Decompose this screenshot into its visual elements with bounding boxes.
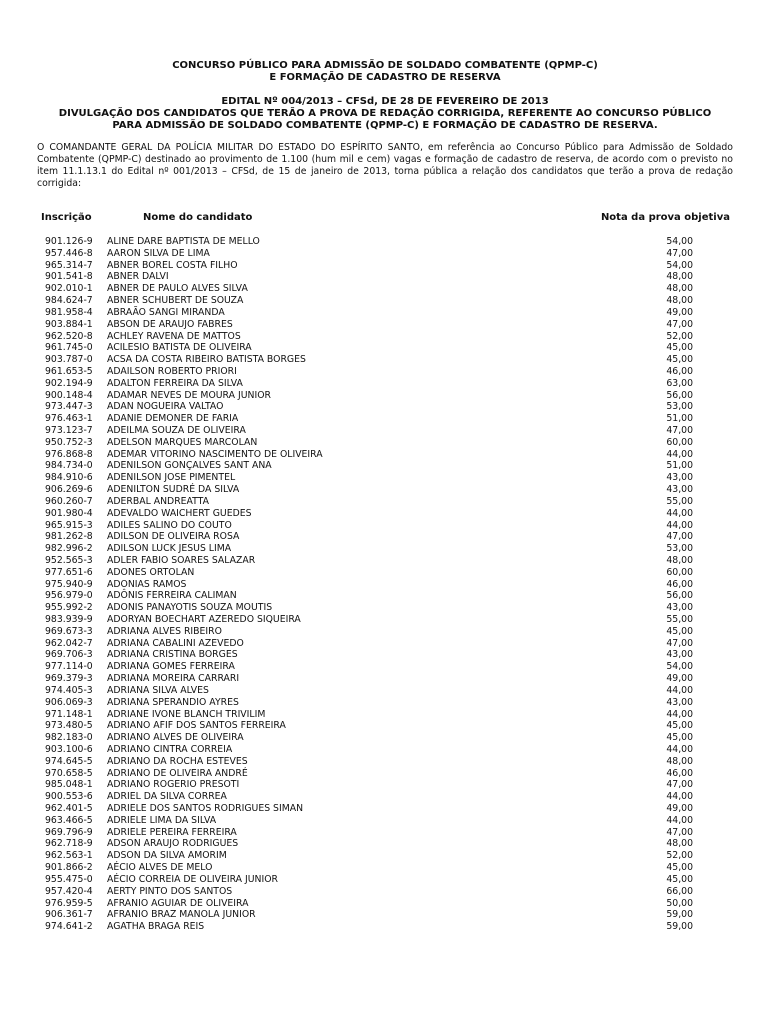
table-row [0, 756, 770, 768]
objective-score: 45,00 [666, 625, 693, 637]
registration-number: 903.100-6 [45, 743, 93, 755]
candidate-name: ADENILTON SUDRÉ DA SILVA [107, 484, 240, 496]
table-row [0, 236, 770, 248]
registration-number: 965.915-3 [45, 519, 93, 531]
registration-number: 969.796-9 [45, 826, 93, 838]
candidate-name: ADRIANA GOMES FERREIRA [107, 661, 235, 673]
candidate-name: AFRANIO AGUIAR DE OLIVEIRA [107, 897, 249, 909]
candidate-name: ADELSON MARQUES MARCOLAN [107, 436, 258, 448]
candidate-name: ADORYAN BOECHART AZEREDO SIQUEIRA [107, 614, 301, 625]
objective-score: 59,00 [666, 921, 693, 933]
table-row [0, 531, 770, 543]
candidate-name: ADRIANA CABALINI AZEVEDO [107, 637, 244, 649]
table-row [0, 874, 770, 886]
registration-number: 901.866-2 [45, 862, 93, 874]
registration-number: 976.868-8 [45, 448, 93, 460]
registration-number: 969.706-3 [45, 649, 93, 661]
document-title [30, 60, 740, 84]
candidate-name: ADSON DA SILVA AMORIM [107, 850, 227, 862]
table-row [0, 850, 770, 862]
table-row [0, 815, 770, 827]
candidate-name: ADALTON FERREIRA DA SILVA [107, 377, 243, 389]
table-row [0, 720, 770, 732]
registration-number: 906.269-6 [45, 484, 93, 496]
registration-number: 970.658-5 [45, 767, 93, 779]
objective-score: 54,00 [666, 259, 693, 271]
objective-score: 56,00 [666, 590, 693, 602]
candidate-name: ADRIANO CINTRA CORREIA [107, 743, 233, 755]
objective-score: 47,00 [666, 425, 693, 436]
table-row [0, 331, 770, 343]
objective-score: 56,00 [666, 389, 693, 401]
registration-number: 901.126-9 [45, 236, 93, 247]
registration-number: 965.314-7 [45, 259, 93, 271]
candidate-name: ADSON ARAUJO RODRIGUES [107, 838, 239, 850]
table-row [0, 260, 770, 272]
objective-score: 44,00 [666, 791, 693, 803]
objective-score: 49,00 [666, 306, 693, 318]
registration-number: 902.010-1 [45, 283, 93, 295]
candidate-name: ADRIEL DA SILVA CORREA [107, 791, 227, 803]
table-row [0, 791, 770, 803]
table-row [0, 271, 770, 283]
table-row [0, 484, 770, 496]
registration-number: 960.260-7 [45, 495, 93, 507]
table-row [0, 838, 770, 850]
objective-score: 48,00 [666, 283, 693, 295]
objective-score: 47,00 [666, 531, 693, 543]
candidate-name: AÉCIO CORREIA DE OLIVEIRA JUNIOR [107, 873, 279, 885]
objective-score: 50,00 [666, 897, 693, 909]
objective-score: 55,00 [666, 495, 693, 507]
registration-number: 961.745-0 [45, 342, 93, 354]
objective-score: 48,00 [666, 755, 693, 767]
table-row [0, 602, 770, 614]
objective-score: 48,00 [666, 295, 693, 307]
objective-score: 44,00 [666, 507, 693, 519]
registration-number: 971.148-1 [45, 708, 93, 720]
objective-score: 46,00 [666, 365, 693, 377]
candidate-name: AARON SILVA DE LIMA [107, 247, 210, 259]
table-row [0, 496, 770, 508]
candidate-name: ADRIANA ALVES RIBEIRO [107, 625, 222, 637]
table-row [0, 744, 770, 756]
registration-number: 906.069-3 [45, 696, 93, 708]
table-row [0, 460, 770, 472]
table-row [0, 638, 770, 650]
registration-number: 984.734-0 [45, 460, 93, 472]
registration-number: 901.980-4 [45, 507, 93, 519]
candidate-name: AÉCIO ALVES DE MELO [107, 862, 213, 874]
objective-score: 43,00 [666, 484, 693, 496]
candidate-name: ACILESIO BATISTA DE OLIVEIRA [107, 342, 252, 354]
objective-score: 45,00 [666, 732, 693, 744]
candidate-name: AGATHA BRAGA REIS [107, 921, 205, 933]
candidate-name: ABSON DE ARAUJO FABRES [107, 318, 233, 330]
objective-score: 43,00 [666, 649, 693, 661]
objective-score: 45,00 [666, 354, 693, 366]
candidate-name: ADILSON DE OLIVEIRA ROSA [107, 531, 240, 543]
registration-number: 962.401-5 [45, 803, 93, 814]
registration-number: 955.992-2 [45, 602, 93, 614]
table-row [0, 543, 770, 555]
candidate-name: ABNER DE PAULO ALVES SILVA [107, 283, 248, 295]
objective-score: 44,00 [666, 814, 693, 826]
registration-number: 973.447-3 [45, 401, 93, 413]
candidate-name: ADRIANA SPERANDIO AYRES [107, 696, 239, 708]
candidate-name: ADONIAS RAMOS [107, 578, 187, 590]
candidate-name: ADRIANO ROGERIO PRESOTI [107, 779, 240, 791]
registration-number: 973.480-5 [45, 720, 93, 732]
registration-number: 984.910-6 [45, 472, 93, 484]
objective-score: 52,00 [666, 330, 693, 342]
table-row [0, 673, 770, 685]
objective-score: 66,00 [666, 885, 693, 897]
candidate-name: ADRIANO DE OLIVEIRA ANDRÉ [107, 767, 248, 779]
registration-number: 974.405-3 [45, 684, 93, 696]
table-row [0, 283, 770, 295]
registration-number: 950.752-3 [45, 436, 93, 448]
table-row [0, 449, 770, 461]
candidate-name: ABNER SCHUBERT DE SOUZA [107, 295, 244, 307]
candidate-name: ACSA DA COSTA RIBEIRO BATISTA BORGES [107, 354, 306, 366]
registration-number: 900.553-6 [45, 791, 93, 803]
objective-score: 55,00 [666, 614, 693, 625]
intro-text: O COMANDANTE GERAL DA POLÍCIA MILITAR DO ESTADO DO ESPÍRITO SANTO, em referência ao Concurso Público para Admissão de Soldado Combatente (QPMP-C) destinado ao provimento de 1.100 (hum mil e cem) vagas e formação de cadastro de reserva, de acordo com o previsto no item 11.1.13.1 do Edital nº 001/2013 – CFSd, de 15 de janeiro de 2013, torna pública a relação dos candidatos que terão a prova de redação corrigida: [37, 142, 733, 189]
objective-score: 47,00 [666, 779, 693, 791]
candidate-name: ADEVALDO WAICHERT GUEDES [107, 507, 252, 519]
objective-score: 53,00 [666, 543, 693, 555]
table-row [0, 378, 770, 390]
candidate-name: ADRIELE DOS SANTOS RODRIGUES SIMAN [107, 803, 304, 814]
candidate-name: ADRIANA SILVA ALVES [107, 684, 209, 696]
objective-score: 44,00 [666, 684, 693, 696]
registration-number: 974.641-2 [45, 921, 93, 933]
objective-score: 49,00 [666, 673, 693, 685]
table-row [0, 354, 770, 366]
edital-line: EDITAL Nº 004/2013 – CFSd, DE 28 DE FEVEREIRO DE 2013 [221, 96, 549, 107]
table-row [0, 898, 770, 910]
edital-line: PARA ADMISSÃO DE SOLDADO COMBATENTE (QPMP-C) E FORMAÇÃO DE CADASTRO DE RESERVA. [112, 120, 658, 131]
candidate-name: ADEMAR VITORINO NASCIMENTO DE OLIVEIRA [107, 448, 323, 460]
objective-score: 54,00 [666, 661, 693, 673]
objective-score: 44,00 [666, 708, 693, 720]
candidate-name: ABNER DALVI [107, 271, 169, 283]
objective-score: 47,00 [666, 318, 693, 330]
candidate-name: ADILES SALINO DO COUTO [107, 519, 232, 531]
candidate-name: ALINE DARE BAPTISTA DE MELLO [107, 236, 260, 247]
registration-number: 977.651-6 [45, 566, 93, 578]
table-row [0, 390, 770, 402]
registration-number: 976.463-1 [45, 413, 93, 425]
registration-number: 962.042-7 [45, 637, 93, 649]
objective-score: 45,00 [666, 873, 693, 885]
registration-number: 981.262-8 [45, 531, 93, 543]
registration-number: 957.420-4 [45, 885, 93, 897]
table-row [0, 921, 770, 933]
objective-score: 53,00 [666, 401, 693, 413]
table-row [0, 768, 770, 780]
candidate-name: ADRIELE LIMA DA SILVA [107, 814, 217, 826]
table-row [0, 709, 770, 721]
objective-score: 47,00 [666, 637, 693, 649]
table-row [0, 307, 770, 319]
objective-score: 51,00 [666, 413, 693, 425]
table-row [0, 779, 770, 791]
registration-number: 969.379-3 [45, 673, 93, 685]
table-row [0, 732, 770, 744]
candidate-name: ADRIANO AFIF DOS SANTOS FERREIRA [107, 720, 286, 732]
table-row [0, 827, 770, 839]
registration-number: 962.520-8 [45, 330, 93, 342]
candidate-name: AERTY PINTO DOS SANTOS [107, 885, 233, 897]
column-header-inscricao: Inscrição [41, 212, 92, 223]
table-row [0, 555, 770, 567]
registration-number: 974.645-5 [45, 755, 93, 767]
candidate-name: ADRIANO ALVES DE OLIVEIRA [107, 732, 244, 744]
candidate-name: ADEILMA SOUZA DE OLIVEIRA [107, 425, 246, 436]
registration-number: 981.958-4 [45, 306, 93, 318]
objective-score: 43,00 [666, 472, 693, 484]
registration-number: 906.361-7 [45, 909, 93, 921]
candidate-table [0, 236, 770, 933]
registration-number: 900.148-4 [45, 389, 93, 401]
objective-score: 48,00 [666, 271, 693, 283]
registration-number: 983.939-9 [45, 614, 93, 625]
objective-score: 59,00 [666, 909, 693, 921]
objective-score: 45,00 [666, 342, 693, 354]
candidate-name: ADÔNIS FERREIRA CALIMAN [107, 590, 237, 602]
candidate-name: ADRIANA MOREIRA CARRARI [107, 673, 240, 685]
candidate-name: ADENILSON JOSE PIMENTEL [107, 472, 236, 484]
objective-score: 44,00 [666, 448, 693, 460]
registration-number: 963.466-5 [45, 814, 93, 826]
registration-number: 957.446-8 [45, 247, 93, 259]
table-row [0, 366, 770, 378]
candidate-name: ACHLEY RAVENA DE MATTOS [107, 330, 241, 342]
registration-number: 902.194-9 [45, 377, 93, 389]
table-row [0, 508, 770, 520]
column-header-nome: Nome do candidato [143, 212, 253, 223]
candidate-name: ABRAÃO SANGI MIRANDA [107, 306, 225, 318]
objective-score: 48,00 [666, 554, 693, 566]
table-row [0, 909, 770, 921]
candidate-name: ADONIS PANAYOTIS SOUZA MOUTIS [107, 602, 273, 614]
objective-score: 60,00 [666, 436, 693, 448]
objective-score: 47,00 [666, 826, 693, 838]
objective-score: 60,00 [666, 566, 693, 578]
table-row [0, 697, 770, 709]
table-row [0, 425, 770, 437]
table-row [0, 661, 770, 673]
objective-score: 43,00 [666, 696, 693, 708]
table-row [0, 649, 770, 661]
objective-score: 52,00 [666, 850, 693, 862]
table-row [0, 590, 770, 602]
registration-number: 977.114-0 [45, 661, 93, 673]
candidate-name: ADANIE DEMONER DE FARIA [107, 413, 239, 425]
registration-number: 973.123-7 [45, 425, 93, 436]
table-row [0, 685, 770, 697]
table-row [0, 579, 770, 591]
registration-number: 901.541-8 [45, 271, 93, 283]
registration-number: 962.718-9 [45, 838, 93, 850]
intro-paragraph [37, 142, 733, 190]
table-row [0, 319, 770, 331]
registration-number: 976.959-5 [45, 897, 93, 909]
candidate-name: ADRIELE PEREIRA FERREIRA [107, 826, 237, 838]
candidate-name: ABNER BOREL COSTA FILHO [107, 259, 238, 271]
candidate-name: ADRIANA CRISTINA BORGES [107, 649, 238, 661]
objective-score: 46,00 [666, 578, 693, 590]
table-row [0, 803, 770, 815]
table-row [0, 520, 770, 532]
objective-score: 44,00 [666, 519, 693, 531]
registration-number: 903.787-0 [45, 354, 93, 366]
table-row [0, 401, 770, 413]
objective-score: 45,00 [666, 862, 693, 874]
objective-score: 45,00 [666, 720, 693, 732]
objective-score: 51,00 [666, 460, 693, 472]
registration-number: 962.563-1 [45, 850, 93, 862]
objective-score: 63,00 [666, 377, 693, 389]
table-row [0, 567, 770, 579]
objective-score: 43,00 [666, 602, 693, 614]
candidate-name: AFRANIO BRAZ MANOLA JUNIOR [107, 909, 256, 921]
objective-score: 49,00 [666, 803, 693, 814]
registration-number: 952.565-3 [45, 554, 93, 566]
registration-number: 969.673-3 [45, 625, 93, 637]
candidate-name: ADENILSON GONÇALVES SANT ANA [107, 460, 272, 472]
title-line: E FORMAÇÃO DE CADASTRO DE RESERVA [269, 72, 501, 83]
column-header-nota: Nota da prova objetiva [600, 212, 730, 223]
objective-score: 47,00 [666, 247, 693, 259]
registration-number: 984.624-7 [45, 295, 93, 307]
edital-line: DIVULGAÇÃO DOS CANDIDATOS QUE TERÃO A PROVA DE REDAÇÃO CORRIGIDA, REFERENTE AO CONCURSO PÚBLICO [58, 108, 712, 119]
title-line: CONCURSO PÚBLICO PARA ADMISSÃO DE SOLDADO COMBATENTE (QPMP-C) [172, 60, 598, 71]
candidate-name: ADLER FABIO SOARES SALAZAR [107, 554, 256, 566]
registration-number: 955.475-0 [45, 873, 93, 885]
table-row [0, 614, 770, 626]
registration-number: 982.183-0 [45, 732, 93, 744]
objective-score: 44,00 [666, 743, 693, 755]
table-row [0, 437, 770, 449]
registration-number: 975.940-9 [45, 578, 93, 590]
registration-number: 956.979-0 [45, 590, 93, 602]
table-row [0, 626, 770, 638]
candidate-name: ADAILSON ROBERTO PRIORI [107, 365, 237, 377]
objective-score: 48,00 [666, 838, 693, 850]
table-row [0, 472, 770, 484]
table-row [0, 862, 770, 874]
table-row [0, 886, 770, 898]
candidate-name: ADAN NOGUEIRA VALTAO [107, 401, 224, 413]
table-row [0, 413, 770, 425]
candidate-name: ADILSON LUCK JESUS LIMA [107, 543, 232, 555]
table-row [0, 248, 770, 260]
candidate-name: ADERBAL ANDREATTA [107, 495, 210, 507]
candidate-name: ADAMAR NEVES DE MOURA JUNIOR [107, 389, 271, 401]
registration-number: 982.996-2 [45, 543, 93, 555]
objective-score: 54,00 [666, 236, 693, 247]
candidate-name: ADRIANE IVONE BLANCH TRIVILIM [107, 708, 266, 720]
candidate-name: ADONES ORTOLAN [107, 566, 195, 578]
objective-score: 46,00 [666, 767, 693, 779]
edital-heading [30, 96, 740, 132]
registration-number: 961.653-5 [45, 365, 93, 377]
candidate-name: ADRIANO DA ROCHA ESTEVES [107, 755, 248, 767]
registration-number: 903.884-1 [45, 318, 93, 330]
table-row [0, 342, 770, 354]
registration-number: 985.048-1 [45, 779, 93, 791]
table-row [0, 295, 770, 307]
